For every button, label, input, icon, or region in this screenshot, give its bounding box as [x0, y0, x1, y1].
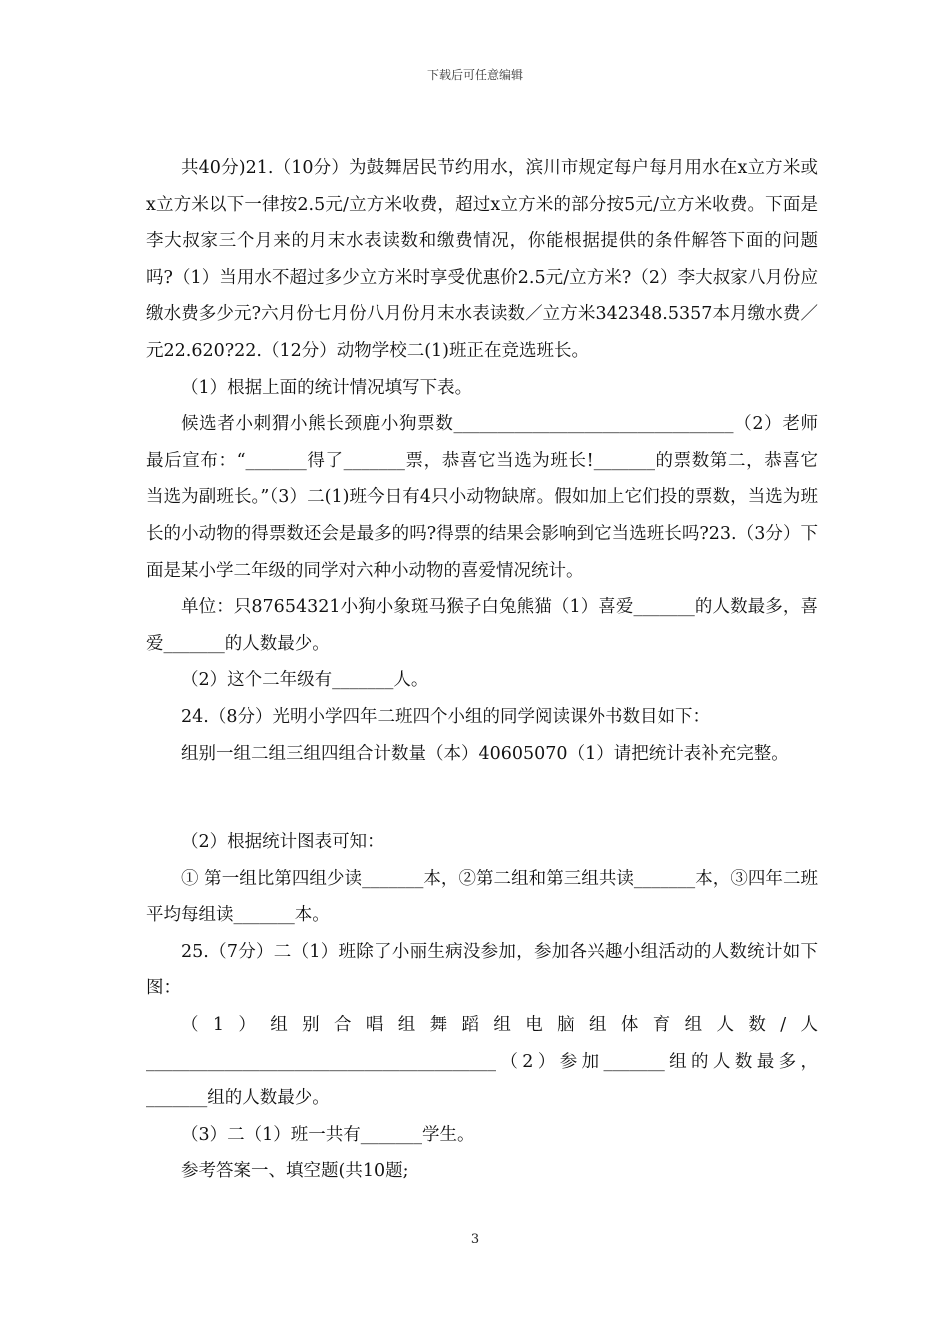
- page-body: [146, 150, 818, 1190]
- paragraph-q23-part1: 单位：只87654321小狗小象斑马猴子白兔熊猫（1）喜爱_______的人数最多，喜爱_______的人数最少。: [146, 597, 818, 654]
- paragraph-q24-table: 组别一组二组三组四组合计数量（本）40605070（1）请把统计表补充完整。: [181, 743, 789, 764]
- paragraph-q25: 25.（7分）二（1）班除了小丽生病没参加，参加各兴趣小组活动的人数统计如下图：: [146, 941, 818, 999]
- page-number: 3: [470, 1232, 480, 1247]
- paragraph-q22-part1: （1）根据上面的统计情况填写下表。: [181, 377, 473, 398]
- blank-gap: [146, 772, 818, 824]
- paragraph-q24: 24.（8分）光明小学四年二班四个小组的同学阅读课外书数目如下：: [181, 706, 710, 727]
- paragraph-q22-table: 候选者小刺猬小熊长颈鹿小狗票数________________________________（2）老师最后宣布：“_______得了_______票，恭喜它当选为班长!_______的票数第二，恭喜它当选为副班长。”（3）二(1)班今日有4只小动物缺席。假如加上它们投的票数，当选为班长的小动物的得票数还会是最多的吗?得票的结果会影响到它当选班长吗?23.（3分）下面是某小学二年级的同学对六种小动物的喜爱情况统计。: [146, 414, 818, 581]
- paragraph-q21-q22: 共40分)21.（10分）为鼓舞居民节约用水，滨川市规定每户每月用水在x立方米或x立方米以下一律按2.5元/立方米收费，超过x立方米的部分按5元/立方米收费。下面是李大叔家三个月来的月末水表读数和缴费情况，你能根据提供的条件解答下面的问题吗?（1）当用水不超过多少立方米时享受优惠价2.5元/立方米?（2）李大叔家八月份应缴水费多少元?六月份七月份八月份月末水表读数／立方米342348.5357本月缴水费／元22.620?22.（12分）动物学校二(1)班正在竞选班长。: [146, 158, 818, 361]
- paragraph-q24-blanks: ① 第一组比第四组少读_______本，②第二组和第三组共读_______本，③四年二班平均每组读_______本。: [146, 868, 818, 926]
- paragraph-answers-heading: 参考答案一、填空题(共10题;: [181, 1161, 409, 1182]
- paragraph-q23-part2: （2）这个二年级有_______人。: [181, 670, 429, 691]
- paragraph-q24-part2: （2）根据统计图表可知：: [181, 832, 385, 853]
- paragraph-q25-part1: （1）组别合唱组舞蹈组电脑组体育组人数/人________________________________________（2）参加_______组的人数最多，_______组的人数最少。: [146, 1015, 818, 1109]
- page-header: 下载后可任意编辑: [426, 68, 523, 82]
- paragraph-q25-part3: （3）二（1）班一共有_______学生。: [181, 1124, 475, 1145]
